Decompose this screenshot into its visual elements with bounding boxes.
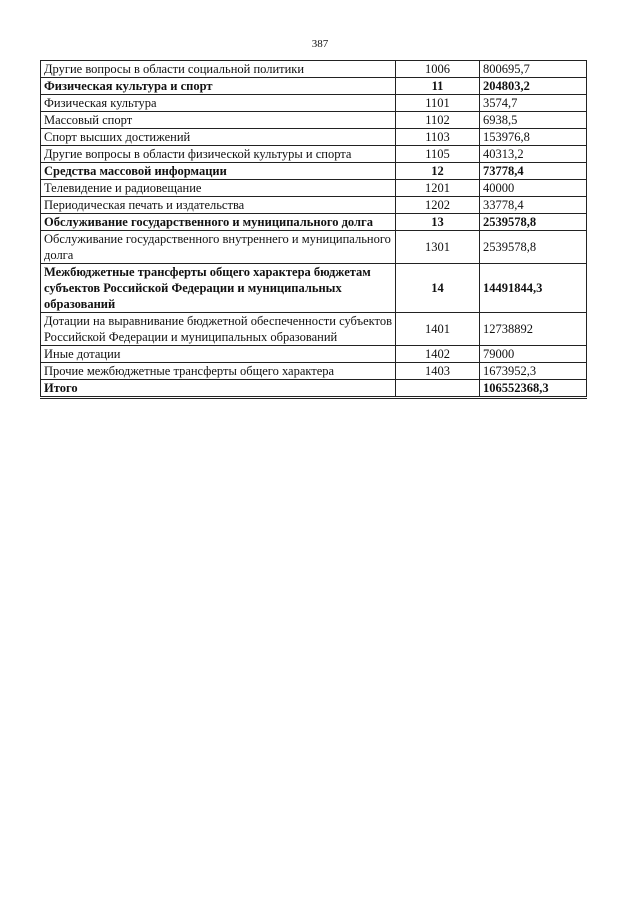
table-row <box>41 363 587 380</box>
row-amount-cell: 33778,4 <box>480 197 587 214</box>
table-row <box>41 214 587 231</box>
page-number: 387 <box>311 38 329 50</box>
row-name-cell: Дотации на выравнивание бюджетной обеспеченности субъектов Российской Федерации и муниципальных образований <box>41 313 396 346</box>
row-amount-cell: 14491844,3 <box>480 264 587 313</box>
row-code-cell: 1102 <box>396 112 480 129</box>
table-row <box>41 163 587 180</box>
row-amount-cell: 204803,2 <box>480 78 587 95</box>
row-code-cell: 12 <box>396 163 480 180</box>
row-code-cell: 1006 <box>396 61 480 78</box>
row-code-cell: 1201 <box>396 180 480 197</box>
row-code-cell: 1103 <box>396 129 480 146</box>
row-amount-cell: 6938,5 <box>480 112 587 129</box>
row-code-cell: 1202 <box>396 197 480 214</box>
row-code-cell: 1402 <box>396 346 480 363</box>
row-code-cell: 1301 <box>396 231 480 264</box>
row-name-cell: Иные дотации <box>41 346 396 363</box>
total-row <box>41 380 587 398</box>
row-amount-cell: 106552368,3 <box>480 380 587 398</box>
row-name-cell: Межбюджетные трансферты общего характера бюджетам субъектов Российской Федерации и муниципальных образований <box>41 264 396 313</box>
row-name-cell: Обслуживание государственного внутреннего и муниципального долга <box>41 231 396 264</box>
row-amount-cell: 2539578,8 <box>480 231 587 264</box>
table-row <box>41 180 587 197</box>
row-amount-cell: 12738892 <box>480 313 587 346</box>
row-name-cell: Средства массовой информации <box>41 163 396 180</box>
row-name-cell: Обслуживание государственного и муниципального долга <box>41 214 396 231</box>
row-amount-cell: 2539578,8 <box>480 214 587 231</box>
row-name-cell: Физическая культура и спорт <box>41 78 396 95</box>
row-name-cell: Прочие межбюджетные трансферты общего характера <box>41 363 396 380</box>
row-code-cell: 11 <box>396 78 480 95</box>
row-name-cell: Спорт высших достижений <box>41 129 396 146</box>
row-code-cell: 1401 <box>396 313 480 346</box>
row-amount-cell: 73778,4 <box>480 163 587 180</box>
row-amount-cell: 40000 <box>480 180 587 197</box>
row-name-cell: Физическая культура <box>41 95 396 112</box>
row-code-cell <box>396 380 480 398</box>
row-name-cell: Другие вопросы в области социальной политики <box>41 61 396 78</box>
table-row <box>41 346 587 363</box>
row-code-cell: 13 <box>396 214 480 231</box>
table-row <box>41 231 587 264</box>
table-row <box>41 146 587 163</box>
table-row <box>41 61 587 78</box>
table-row <box>41 129 587 146</box>
row-amount-cell: 1673952,3 <box>480 363 587 380</box>
row-amount-cell: 79000 <box>480 346 587 363</box>
table-row <box>41 197 587 214</box>
table-row <box>41 78 587 95</box>
row-name-cell: Периодическая печать и издательства <box>41 197 396 214</box>
budget-table-body <box>41 61 587 398</box>
row-amount-cell: 3574,7 <box>480 95 587 112</box>
row-code-cell: 1101 <box>396 95 480 112</box>
row-name-cell: Массовый спорт <box>41 112 396 129</box>
row-code-cell: 14 <box>396 264 480 313</box>
row-code-cell: 1403 <box>396 363 480 380</box>
row-name-cell: Телевидение и радиовещание <box>41 180 396 197</box>
row-name-cell: Другие вопросы в области физической культуры и спорта <box>41 146 396 163</box>
table-row <box>41 112 587 129</box>
row-code-cell: 1105 <box>396 146 480 163</box>
table-row <box>41 264 587 313</box>
row-amount-cell: 40313,2 <box>480 146 587 163</box>
row-name-cell: Итого <box>41 380 396 398</box>
row-amount-cell: 800695,7 <box>480 61 587 78</box>
budget-table <box>40 60 587 399</box>
table-row <box>41 313 587 346</box>
table-row <box>41 95 587 112</box>
row-amount-cell: 153976,8 <box>480 129 587 146</box>
